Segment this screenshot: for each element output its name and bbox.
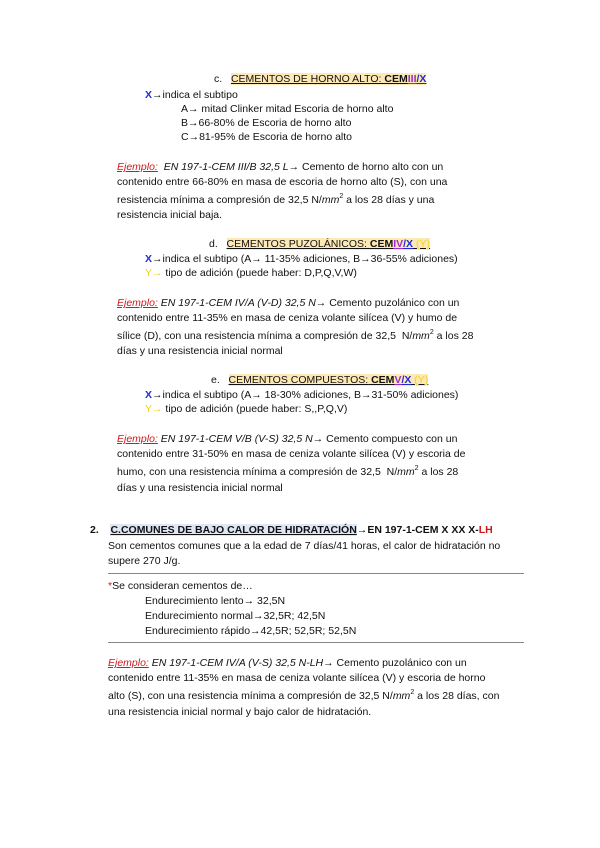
section-c-code-sub: III <box>407 73 417 85</box>
section-2-example-line3-b: a los 28 días, con <box>417 690 500 702</box>
section-2-heading <box>90 523 493 537</box>
section-c-item-b: B→66-80% de Escoria de horno alto <box>181 117 352 129</box>
hardening-normal: Endurecimiento normal→32,5R; 42,5N <box>145 610 326 622</box>
section-c-code-main: CEM <box>384 73 408 85</box>
section-c-example-line2: contenido entre 66-80% en masa de escoria de horno alto (S), con una <box>117 176 448 188</box>
section-c-example-line1 <box>117 160 443 174</box>
section-e-example-code: EN 197-1-CEM V/B (V-S) 32,5 N <box>160 433 313 445</box>
section-e-x-line <box>145 388 458 402</box>
divider-bottom <box>108 642 524 643</box>
section-2-example-line1 <box>108 656 467 670</box>
section-d-example-label: Ejemplo: <box>117 297 158 309</box>
section-e-example-line4: días y una resistencia inicial normal <box>117 482 283 494</box>
section-2-example-line2: contenido entre 11-35% en masa de ceniza volante silícea (V) y escoria de horno <box>108 672 486 684</box>
section-d-letter: d. <box>209 238 218 250</box>
section-e-heading <box>211 373 428 387</box>
section-c-code-x: /X <box>416 73 427 85</box>
section-e-code-x: /X <box>401 374 412 386</box>
section-c-item-a: A→ mitad Clinker mitad Escoria de horno alto <box>181 103 394 115</box>
unit-mm-3: mm <box>397 466 415 478</box>
section-d-title <box>227 238 430 250</box>
section-d-heading <box>209 237 430 251</box>
section-d-y-line <box>145 266 357 280</box>
section-d-code-main: CEM <box>369 238 394 250</box>
section-c-item-c: C→81-95% de Escoria de horno alto <box>181 131 353 143</box>
section-e-y-marker: Y→ <box>145 403 163 415</box>
section-e-example-line3-a: humo, con una resistencia mínima a compresión de 32,5 <box>117 466 381 478</box>
section-2-code-lh: LH <box>478 524 493 536</box>
hardening-fast: Endurecimiento rápido→42,5R; 52,5R; 52,5N <box>145 625 357 637</box>
section-e-example-line3 <box>117 465 458 479</box>
section-d-example-text: → Cemento puzolánico con un <box>315 297 460 309</box>
section-2-example-label: Ejemplo: <box>108 657 149 669</box>
section-e-example-line2: contenido entre 31-50% en masa de ceniza volante silícea (V) y escoria de <box>117 448 466 460</box>
section-d-x-line <box>145 252 458 266</box>
section-d-code-sub: IV <box>393 238 404 250</box>
unit-exp-4: 2 <box>410 689 415 696</box>
section-2-example-line3 <box>108 689 499 703</box>
section-e-example-line1 <box>117 432 457 446</box>
unit-mm-4: mm <box>392 690 411 702</box>
section-d-x-desc: →indica el subtipo (A→ 11-35% adiciones, B→36-55% adiciones) <box>152 253 458 265</box>
unit-mm-2: mm <box>412 330 430 342</box>
section-c-example-line3-b: a los 28 días y una <box>346 194 435 206</box>
section-c-title-text: CEMENTOS DE HORNO ALTO: <box>230 73 382 85</box>
section-e-x-desc: →indica el subtipo (A→ 18-30% adiciones, B→31-50% adiciones) <box>152 389 459 401</box>
section-e-letter: e. <box>211 374 220 386</box>
section-c-example-line3-a: resistencia mínima a compresión de 32,5 N/ <box>117 194 322 206</box>
section-e-code-y: (Y) <box>414 374 429 386</box>
section-d-example-line4: días y una resistencia inicial normal <box>117 345 283 357</box>
section-d-title-text: CEMENTOS PUZOLÁNICOS: <box>226 238 367 250</box>
section-d-x-marker: X <box>145 253 153 265</box>
section-2-example-line3-a: alto (S), con una resistencia mínima a compresión de 32,5 N/ <box>108 690 393 702</box>
section-c-title <box>231 73 426 85</box>
section-c-example-line3 <box>117 193 434 207</box>
section-c-x-marker: X <box>145 89 153 101</box>
section-2-example-code: EN 197-1-CEM IV/A (V-S) 32,5 N-LH <box>151 657 324 669</box>
section-e-title <box>229 374 429 386</box>
section-e-x-marker: X <box>145 389 153 401</box>
section-d-example-line1 <box>117 296 459 310</box>
section-d-example-code: EN 197-1-CEM IV/A (V-D) 32,5 N <box>160 297 316 309</box>
section-c-letter: c. <box>214 73 223 85</box>
section-d-example-line3-a: sílice (D), con una resistencia mínima a compresión de 32,5 <box>117 330 396 342</box>
section-d-example-line3-b: a los 28 <box>436 330 474 342</box>
unit-mm: mm <box>321 194 340 206</box>
section-2-number: 2. <box>90 524 99 536</box>
section-e-code-main: CEM <box>371 374 395 386</box>
section-e-example-line3-b: a los 28 <box>421 466 459 478</box>
unit-exp: 2 <box>339 193 344 200</box>
section-c-example-line4: resistencia inicial baja. <box>117 209 223 221</box>
section-2-desc-line2: supere 270 J/g. <box>108 555 181 567</box>
section-2-title: C.COMUNES DE BAJO CALOR DE HIDRATACIÓN <box>110 524 357 536</box>
section-e-y-desc: tipo de adición (puede haber: S,,P,Q,V) <box>162 403 348 415</box>
unit-exp-2: 2 <box>429 329 434 336</box>
section-d-example-line2: contenido entre 11-35% en masa de ceniza volante silícea (V) y humo de <box>117 312 458 324</box>
section-2-example-line4: una resistencia inicial normal y bajo calor de hidratación. <box>108 706 372 718</box>
section-2-desc-line1: Son cementos comunes que a la edad de 7 días/41 horas, el calor de hidratación no <box>108 540 501 552</box>
section-d-y-desc: tipo de adición (puede haber: D,P,Q,V,W) <box>162 267 357 279</box>
unit-n-2: N/ <box>386 466 398 478</box>
section-2-code: →EN 197-1-CEM X XX X- <box>356 524 479 536</box>
section-e-code-sub: V <box>394 374 402 386</box>
section-c-example-label: Ejemplo: <box>117 161 158 173</box>
section-e-y-line <box>145 402 347 416</box>
section-d-example-line3 <box>117 329 473 343</box>
section-c-heading <box>214 72 426 86</box>
section-2-note <box>108 579 253 593</box>
section-c-example-code: EN 197-1-CEM III/B 32,5 L <box>163 161 289 173</box>
section-d-code-x: /X <box>403 238 414 250</box>
section-d-y-marker: Y→ <box>145 267 163 279</box>
section-e-title-text: CEMENTOS COMPUESTOS: <box>228 374 369 386</box>
section-d-code-y: (Y) <box>415 238 430 250</box>
section-e-example-label: Ejemplo: <box>117 433 158 445</box>
note-text: Se consideran cementos de… <box>112 580 253 592</box>
note-star: * <box>108 580 113 592</box>
section-c-x-line <box>145 88 238 102</box>
section-c-example-text: → Cemento de horno alto con un <box>288 161 444 173</box>
section-c-x-desc: →indica el subtipo <box>152 89 238 101</box>
unit-n: N/ <box>401 330 413 342</box>
divider-top <box>108 573 524 574</box>
section-e-example-text: → Cemento compuesto con un <box>312 433 458 445</box>
hardening-slow: Endurecimiento lento→ 32,5N <box>145 595 286 607</box>
unit-exp-3: 2 <box>414 465 419 472</box>
section-2-example-text: → Cemento puzolánico con un <box>323 657 467 669</box>
